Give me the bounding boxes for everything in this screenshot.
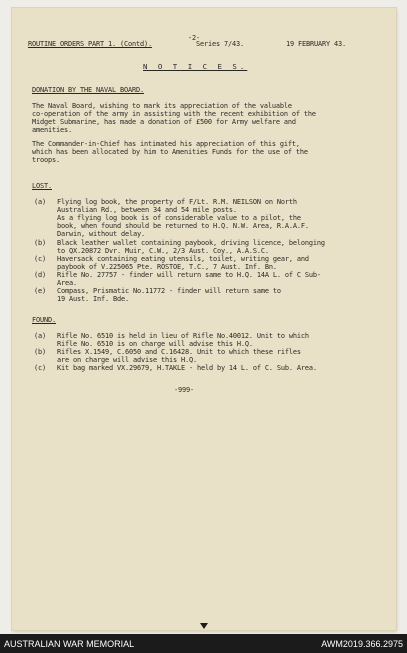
found-item-line: Rifle No. 6510 is on charge will advise this H.Q. — [57, 340, 253, 348]
binding-mark — [200, 623, 208, 629]
lost-item-line: Area. — [57, 279, 77, 287]
donation-para2-line: troops. — [32, 156, 60, 164]
found-item-label: (a) — [34, 332, 46, 340]
lost-item-line: As a flying log book is of considerable value to a pilot, the — [57, 214, 301, 222]
donation-para1-line: Midget Submarine, has made a donation of £500 for Army welfare and — [32, 118, 296, 126]
found-item-line: Kit bag marked VX.29679, H.TAKLE - held by 14 L. of C. Sub. Area. — [57, 364, 317, 372]
lost-item-line: 19 Aust. Inf. Bde. — [57, 295, 129, 303]
found-item-line: Rifles X.1549, C.6050 and C.16428. Unit to which these rifles — [57, 348, 301, 356]
found-item-label: (b) — [34, 348, 46, 356]
lost-item-label: (b) — [34, 239, 46, 247]
found-item-line: are on charge will advise this H.Q. — [57, 356, 197, 364]
lost-item-line: Flying log book, the property of F/Lt. R.M. NEILSON on North — [57, 198, 297, 206]
donation-para1-line: The Naval Board, wishing to mark its appreciation of the valuable — [32, 102, 292, 110]
lost-item-line: to QX.20872 Dvr. Muir, C.W., 2/3 Aust. Coy., A.A.S.C. — [57, 247, 269, 255]
lost-item-line: Haversack containing eating utensils, toilet, writing gear, and — [57, 255, 309, 263]
lost-item-line: Compass, Prismatic No.11772 - finder will return same to — [57, 287, 281, 295]
found-item-label: (c) — [34, 364, 46, 372]
lost-item-label: (a) — [34, 198, 46, 206]
lost-item-line: Australian Rd., between 34 and 54 mile posts. — [57, 206, 237, 214]
donation-heading: DONATION BY THE NAVAL BOARD. — [32, 86, 144, 94]
lost-heading: LOST. — [32, 182, 52, 190]
accession-number: AWM2019.366.2975 — [321, 639, 403, 649]
page-number: -2- — [188, 34, 200, 42]
donation-para2-line: which has been allocated by him to Amenities Funds for the use of the — [32, 148, 308, 156]
lost-item-line: book, when found should be returned to H.Q. N.W. Area, R.A.A.F. — [57, 222, 309, 230]
donation-para1-line: co-operation of the army in assisting with the recent exhibition of the — [32, 110, 316, 118]
found-heading: FOUND. — [32, 316, 56, 324]
lost-item-label: (e) — [34, 287, 46, 295]
lost-item-label: (c) — [34, 255, 46, 263]
lost-item-line: Darwin, without delay. — [57, 230, 145, 238]
notices-title: N O T I C E S. — [143, 62, 248, 71]
institution-name: AUSTRALIAN WAR MEMORIAL — [4, 639, 135, 649]
lost-item-label: (d) — [34, 271, 46, 279]
found-item-line: Rifle No. 6510 is held in lieu of Rifle No.40012. Unit to which — [57, 332, 309, 340]
series-number: Series 7/43. — [196, 40, 244, 48]
lost-item-line: Rifle No. 27757 - finder will return same to H.Q. 14A L. of C Sub- — [57, 271, 321, 279]
lost-item-line: Black leather wallet containing paybook, driving licence, belonging — [57, 239, 325, 247]
lost-item-line: paybook of V.225065 Pte. ROSTOE, T.C., 7 Aust. Inf. Bn. — [57, 263, 277, 271]
document-date: 19 FEBRUARY 43. — [286, 40, 346, 48]
routine-orders-heading: ROUTINE ORDERS PART 1. (Contd). — [28, 40, 152, 48]
end-mark: -999- — [174, 386, 194, 394]
archive-footer — [0, 634, 407, 653]
donation-para2-line: The Commander-in-Chief has intimated his appreciation of this gift, — [32, 140, 300, 148]
donation-para1-line: amenities. — [32, 126, 72, 134]
